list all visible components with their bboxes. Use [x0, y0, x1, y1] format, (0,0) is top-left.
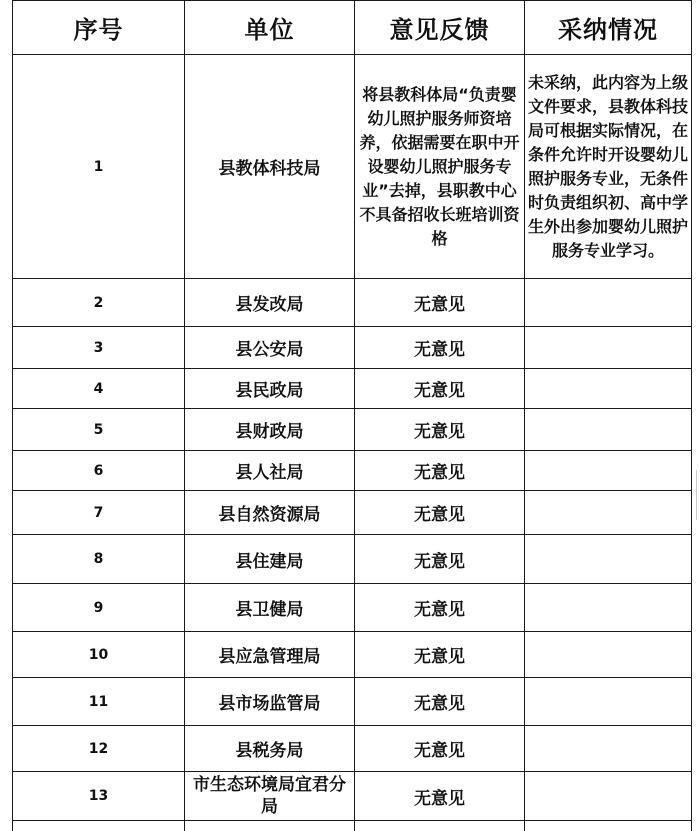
row-unit: 县市场监管局 — [185, 678, 355, 726]
table-row-partial — [13, 821, 692, 831]
table-row — [13, 451, 692, 491]
partial-cell — [13, 821, 185, 831]
table-row — [13, 726, 692, 772]
table-row — [13, 632, 692, 678]
row-serial-number: 2 — [13, 279, 185, 327]
row-feedback: 无意见 — [355, 451, 525, 491]
row-feedback: 无意见 — [355, 678, 525, 726]
row-serial-number: 8 — [13, 535, 185, 584]
feedback-table — [12, 0, 692, 831]
row-adoption — [525, 632, 692, 678]
row-adoption — [525, 279, 692, 327]
header-serial-number: 序号 — [13, 1, 185, 55]
row-feedback: 无意见 — [355, 491, 525, 535]
table-row — [13, 678, 692, 726]
table-header-row — [13, 1, 692, 55]
row-serial-number: 9 — [13, 584, 185, 632]
header-feedback: 意见反馈 — [355, 1, 525, 55]
row-adoption — [525, 535, 692, 584]
row-feedback: 无意见 — [355, 632, 525, 678]
row-unit: 县民政局 — [185, 369, 355, 409]
row-unit: 县财政局 — [185, 409, 355, 451]
header-unit: 单位 — [185, 1, 355, 55]
row-adoption — [525, 369, 692, 409]
row-serial-number: 1 — [13, 55, 185, 279]
table-row — [13, 535, 692, 584]
row-serial-number: 5 — [13, 409, 185, 451]
row-serial-number: 13 — [13, 772, 185, 821]
row-unit: 县教体科技局 — [185, 55, 355, 279]
row-unit: 县住建局 — [185, 535, 355, 584]
row-feedback: 无意见 — [355, 279, 525, 327]
row-serial-number: 7 — [13, 491, 185, 535]
row-feedback: 无意见 — [355, 535, 525, 584]
row-adoption — [525, 409, 692, 451]
row-adoption — [525, 678, 692, 726]
row-adoption — [525, 327, 692, 369]
row-feedback: 将县教科体局“负责婴幼儿照护服务师资培养，依据需要在职中开设婴幼儿照护服务专业”去掉，县职教中心不具备招收长班培训资格 — [355, 55, 525, 279]
row-feedback: 无意见 — [355, 726, 525, 772]
row-serial-number: 12 — [13, 726, 185, 772]
row-unit: 县公安局 — [185, 327, 355, 369]
partial-cell — [185, 821, 355, 831]
row-unit-line-2: 局 — [261, 797, 278, 817]
row-unit: 县卫健局 — [185, 584, 355, 632]
table-row — [13, 409, 692, 451]
table-row — [13, 55, 692, 279]
table-row — [13, 369, 692, 409]
row-unit: 县发改局 — [185, 279, 355, 327]
row-adoption — [525, 584, 692, 632]
table-row — [13, 491, 692, 535]
table-row — [13, 279, 692, 327]
row-feedback: 无意见 — [355, 584, 525, 632]
row-unit-line-1: 市生态环境局宜君分 — [193, 775, 346, 795]
page-edge-mark — [692, 470, 697, 520]
table-row — [13, 584, 692, 632]
row-serial-number: 10 — [13, 632, 185, 678]
row-adoption — [525, 451, 692, 491]
row-unit: 县自然资源局 — [185, 491, 355, 535]
row-feedback: 无意见 — [355, 369, 525, 409]
partial-cell — [355, 821, 525, 831]
row-serial-number: 4 — [13, 369, 185, 409]
row-serial-number: 6 — [13, 451, 185, 491]
row-unit: 县人社局 — [185, 451, 355, 491]
row-serial-number: 11 — [13, 678, 185, 726]
row-adoption — [525, 726, 692, 772]
header-adoption: 采纳情况 — [525, 1, 692, 55]
row-unit: 县应急管理局 — [185, 632, 355, 678]
table-row — [13, 327, 692, 369]
row-feedback: 无意见 — [355, 327, 525, 369]
row-unit: 县税务局 — [185, 726, 355, 772]
row-serial-number: 3 — [13, 327, 185, 369]
row-adoption — [525, 772, 692, 821]
row-feedback: 无意见 — [355, 772, 525, 821]
row-adoption: 未采纳，此内容为上级文件要求，县教体科技局可根据实际情况，在条件允许时开设婴幼儿照护服务专业，无条件时负责组织初、高中学生外出参加婴幼儿照护服务专业学习。 — [525, 55, 692, 279]
row-feedback: 无意见 — [355, 409, 525, 451]
table-row — [13, 772, 692, 821]
partial-cell — [525, 821, 692, 831]
row-unit — [185, 772, 355, 821]
row-adoption — [525, 491, 692, 535]
